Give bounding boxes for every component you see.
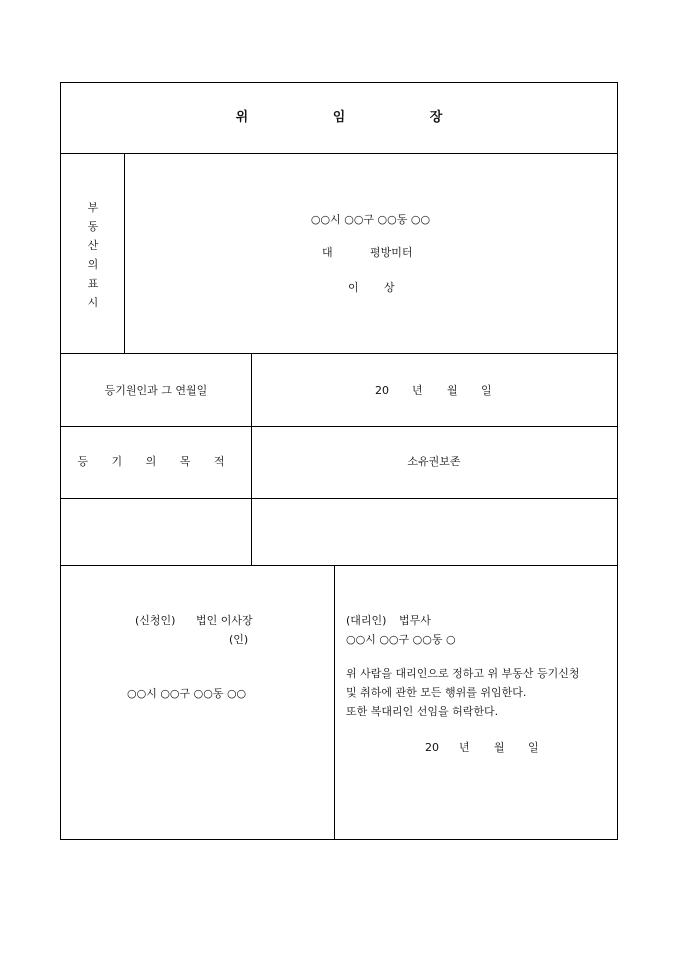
col-divider-property [124, 153, 125, 353]
applicant-role: (신청인) [135, 614, 176, 627]
property-area-unit: 평방미터 [370, 246, 413, 259]
agent-date-day: 일 [528, 741, 539, 754]
property-land-type: 대 [322, 246, 333, 259]
property-label-char: 산 [87, 239, 99, 252]
property-label-char: 시 [87, 296, 99, 309]
agent-statement-line: 또한 복대리인 선임을 허락한다. [346, 705, 499, 718]
property-label-char: 동 [87, 220, 99, 233]
property-end-a: 이 [348, 281, 359, 294]
purpose-value: 소유권보존 [407, 455, 461, 468]
cause-year-prefix: 20 [375, 384, 389, 397]
row-divider-blank [61, 565, 617, 566]
applicant-address: ○○시 ○○구 ○○동 ○○ [127, 687, 247, 700]
agent-date-month: 월 [494, 741, 505, 754]
power-of-attorney-form [60, 82, 618, 840]
agent-role: (대리인) [346, 614, 387, 627]
cause-day: 일 [481, 384, 492, 397]
row-divider-property [61, 353, 617, 354]
row-divider-title [61, 153, 617, 154]
purpose-label: 등 기 의 목 적 [77, 455, 235, 468]
row-divider-cause [61, 426, 617, 427]
row-divider-purpose [61, 498, 617, 499]
cause-year: 년 [412, 384, 423, 397]
cause-month: 월 [447, 384, 458, 397]
agent-address: ○○시 ○○구 ○○동 ○ [346, 633, 456, 646]
property-label-char: 의 [87, 258, 99, 271]
property-end-b: 상 [384, 281, 395, 294]
agent-title: 법무사 [399, 614, 431, 627]
agent-date-prefix: 20 [425, 741, 439, 754]
agent-statement-line: 위 사람을 대리인으로 정하고 위 부동산 등기신청 [346, 667, 580, 680]
document-title: 위 임 장 [235, 110, 483, 125]
applicant-seal: (인) [229, 633, 249, 646]
property-label-char: 표 [87, 277, 99, 290]
cause-label: 등기원인과 그 연월일 [104, 384, 208, 397]
property-label-char: 부 [87, 201, 99, 214]
col-divider-bottom [334, 565, 335, 839]
agent-statement-line: 및 취하에 관한 모든 행위를 위임한다. [346, 686, 527, 699]
applicant-name: 법인 이사장 [196, 614, 253, 627]
agent-date-year: 년 [459, 741, 470, 754]
property-address: ○○시 ○○구 ○○동 ○○ [310, 213, 431, 226]
